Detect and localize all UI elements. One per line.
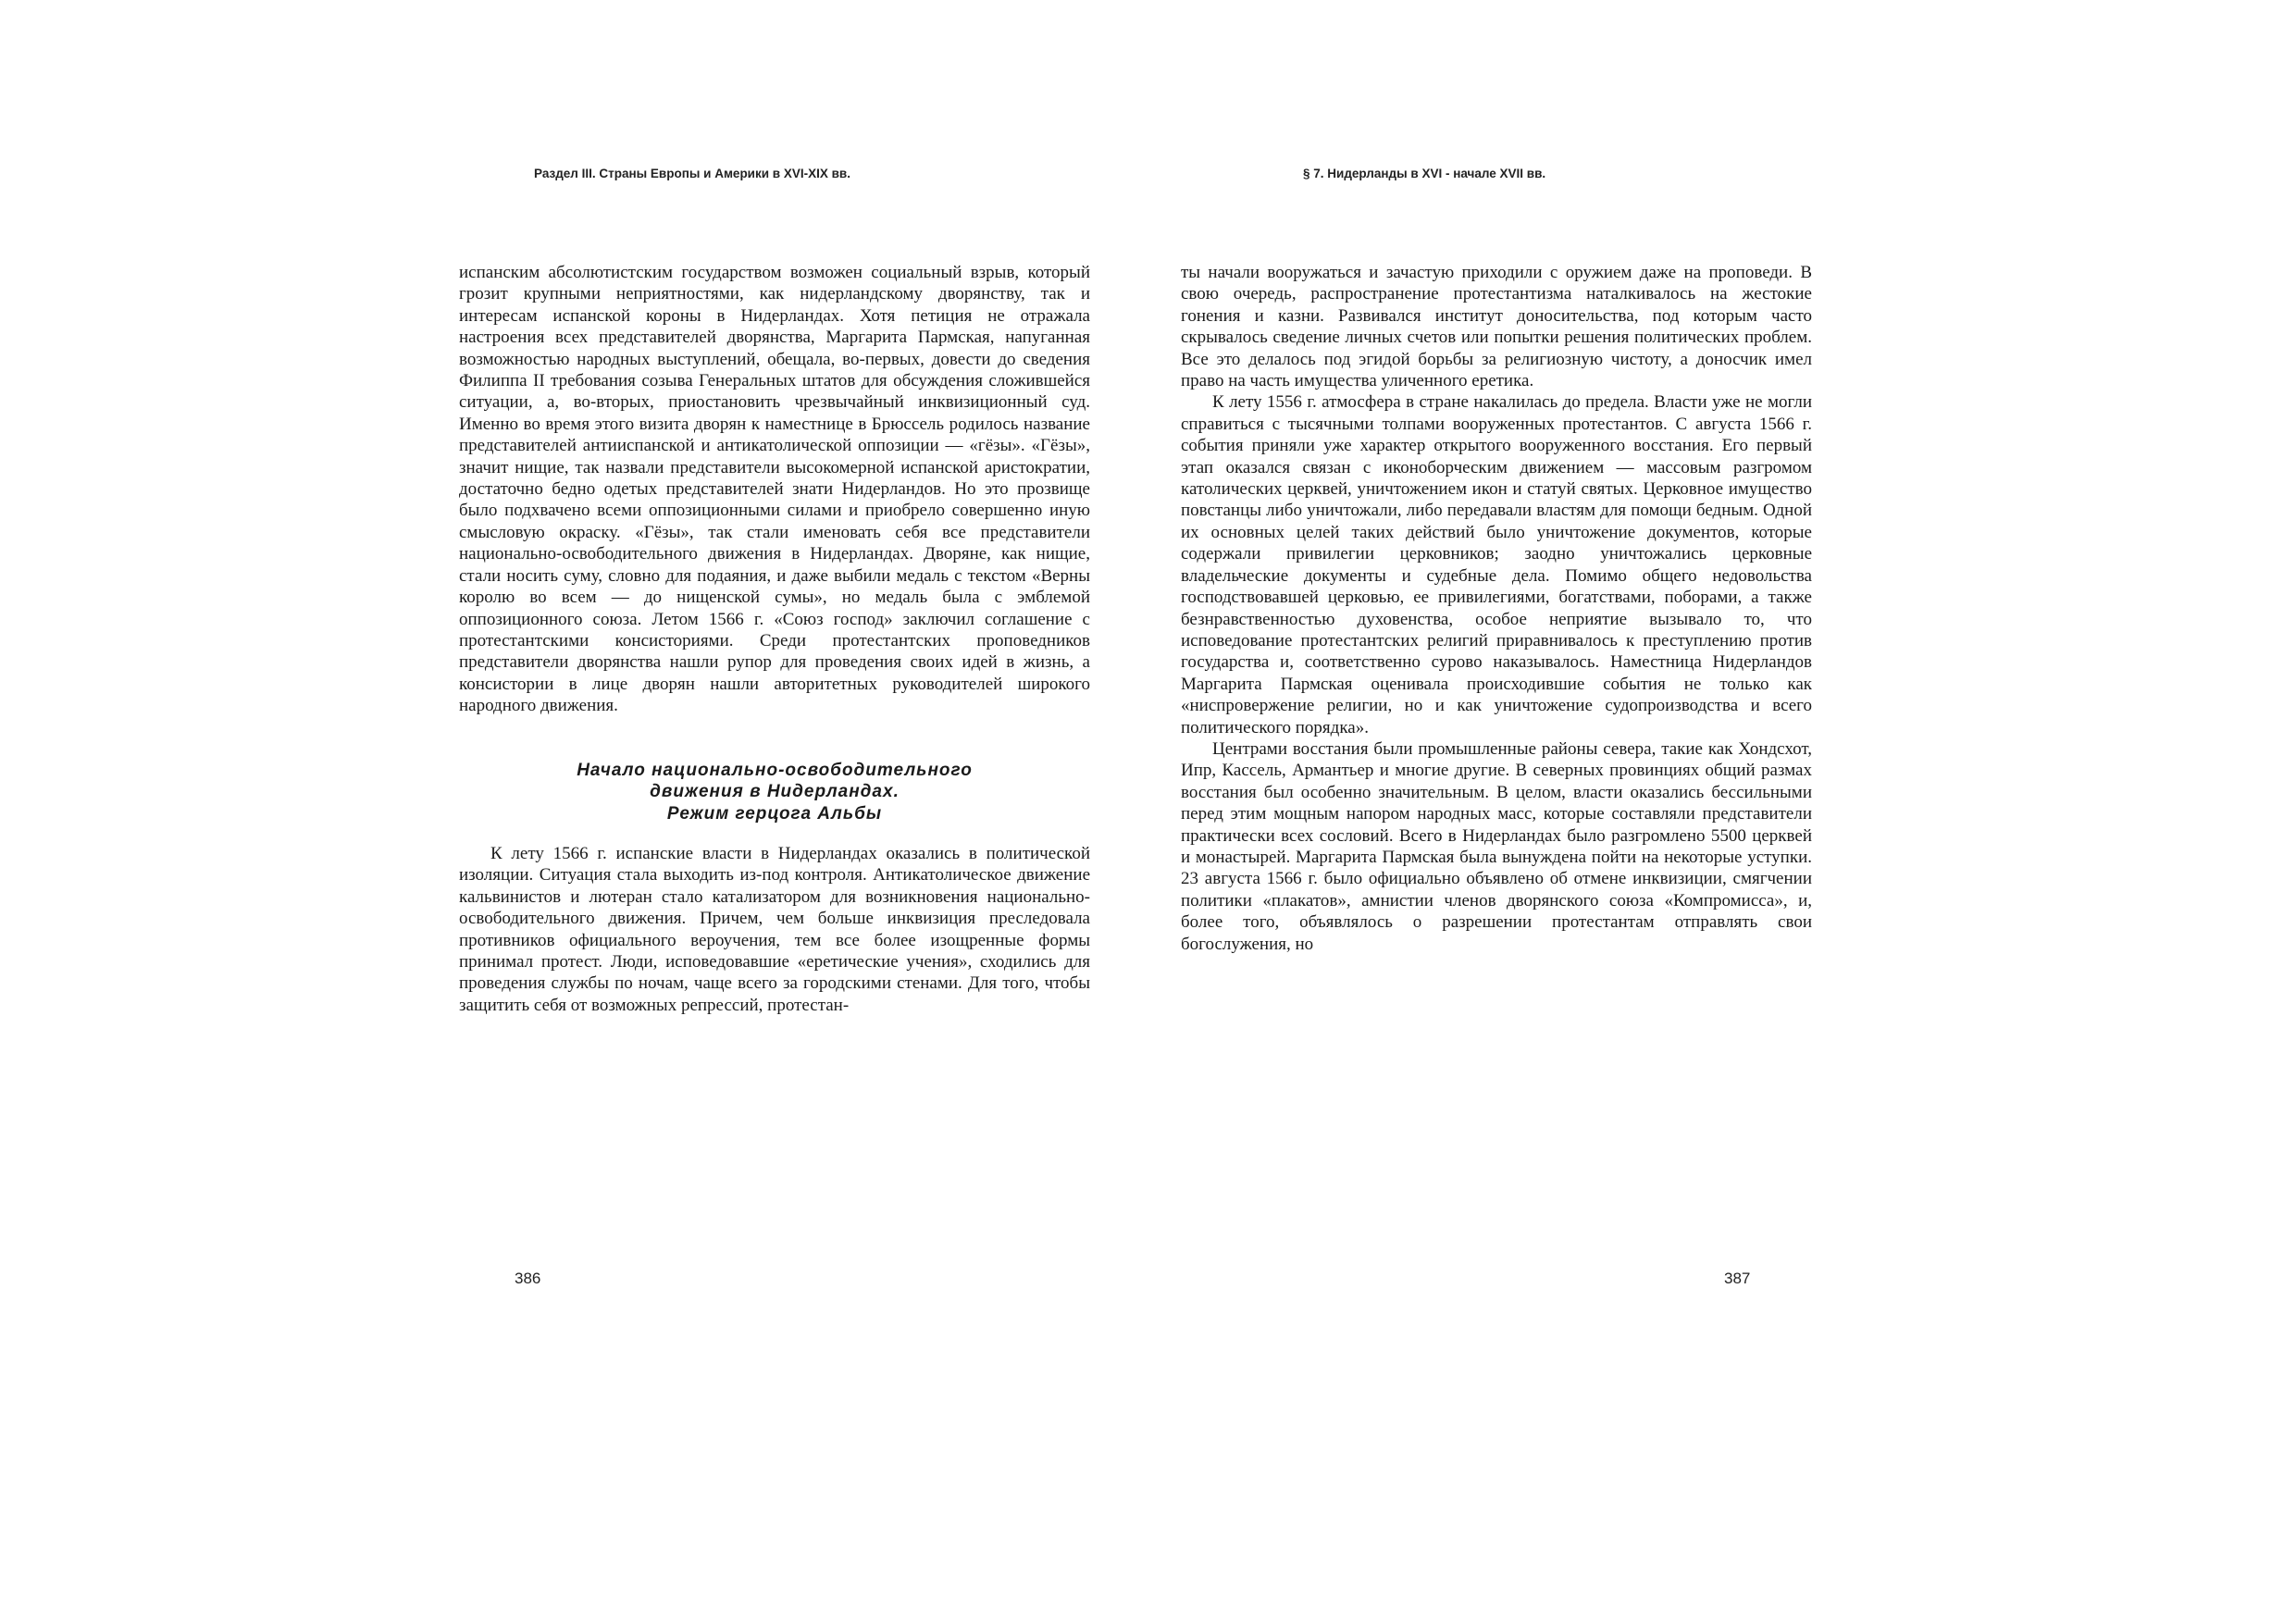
right-paragraph-1: ты начали вооружаться и зачастую приходили с оружием даже на проповеди. В свою очередь, распространение протестантизма наталкивалось на жестокие гонения и казни. Развивался институт доносительства, под которым часто скрывалось сведение личных счетов или попытки решения политических проблем. Все это делалось под эгидой борьбы за религиозную чистоту, а доносчик имел право на часть имущества уличенного еретика. xyxy=(1181,263,1812,391)
right-page xyxy=(1148,0,2296,1623)
left-page-number: 386 xyxy=(515,1270,541,1287)
left-running-head: Раздел III. Страны Европы и Америки в XVI-XIX вв. xyxy=(534,167,850,180)
section-heading-line-1: Начало национально-освободительного xyxy=(577,760,973,780)
section-heading-line-3: Режим герцога Альбы xyxy=(666,803,883,824)
section-heading-line-2: движения в Нидерландах. xyxy=(650,782,900,802)
left-paragraph-1: испанским абсолютистским государством возможен социальный взрыв, который грозит крупными неприятностями, как нидерландскому дворянству, так и интересам испанской короны в Нидерландах. Хотя петиция не отражала настроения всех представителей дворянства, Маргарита Пармская, напуганная возможностью народных выступлений, обещала, во-первых, довести до сведения Филиппа II требования созыва Генеральных штатов для обсуждения сложившейся ситуации, а, во-вторых, приостановить чрезвычайный инквизиционный суд. Именно во время этого визита дворян к наместнице в Брюссель родилось название представителей антииспанской и антикатолической оппозиции — «гёзы». «Гёзы», значит нищие, так назвали представители высокомерной испанской аристократии, достаточно бедно одетых представителей знати Нидерландов. Но это прозвище было подхвачено всеми оппозиционными силами и приобрело совершенно иную смысловую окраску. «Гёзы», так стали именовать себя все представители национально-освободительного движения в Нидерландах. Дворяне, как нищие, стали носить суму, словно для подаяния, и даже выбили медаль с текстом «Верны королю во всем — до нищенской сумы», но медаль была с эмблемой оппозиционного союза. Летом 1566 г. «Союз господ» заключил соглашение с протестантскими консисториями. Среди протестантских проповедников представители дворянства нашли рупор для проведения своих идей в жизнь, а консистории в лице дворян нашли авторитетных руководителей широкого народного движения. xyxy=(459,263,1090,716)
right-running-head: § 7. Нидерланды в XVI - начале XVII вв. xyxy=(1303,167,1546,180)
section-heading xyxy=(459,760,1090,825)
right-text-column xyxy=(1181,262,1812,955)
right-page-number: 387 xyxy=(1724,1270,1751,1287)
left-paragraph-2: К лету 1566 г. испанские власти в Нидерландах оказались в политической изоляции. Ситуация стала выходить из-под контроля. Антикатолическое движение кальвинистов и лютеран стало катализатором для возникновения национально-освободительного движения. Причем, чем больше инквизиция преследовала противников официального вероучения, тем все более изощренные формы принимал протест. Люди, исповедовавшие «еретические учения», сходились для проведения службы по ночам, чаще всего за городскими стенами. Для того, чтобы защитить себя от возможных репрессий, протестан- xyxy=(459,844,1090,1015)
left-text-column xyxy=(459,262,1090,1016)
right-paragraph-3: Центрами восстания были промышленные районы севера, такие как Хондсхот, Ипр, Кассель, Армантьер и многие другие. В северных провинциях общий размах восстания был особенно значительным. В целом, власти оказались бессильными перед этим мощным напором народных масс, которые составляли представители практически всех сословий. Всего в Нидерландах было разгромлено 5500 церквей и монастырей. Маргарита Пармская была вынуждена пойти на некоторые уступки. 23 августа 1566 г. было официально объявлено об отмене инквизиции, смягчении политики «плакатов», амнистии членов дворянского союза «Компромисса», и, более того, объявлялось о разрешении протестантам отправлять свои богослужения, но xyxy=(1181,738,1812,954)
right-paragraph-2: К лету 1556 г. атмосфера в стране накалилась до предела. Власти уже не могли справиться с тысячными толпами вооруженных протестантов. С августа 1566 г. события приняли уже характер открытого вооруженного восстания. Его первый этап оказался связан с иконоборческим движением — массовым разгромом католических церквей, уничтожением икон и статуй святых. Церковное имущество повстанцы либо уничтожали, либо передавали властям для помощи бедным. Одной их основных целей таких действий было уничтожение документов, которые содержали привилегии церковников; заодно уничтожались церковные владельческие документы и судебные дела. Помимо общего недовольства господствовавшей церковью, ее привилегиями, богатствами, поборами, а также безнравственностью духовенства, особое неприятие вызывало то, что исповедование протестантских религий приравнивалось к преступлению против государства и, соответственно сурово наказывалось. Наместница Нидерландов Маргарита Пармская оценивала происходившие события не только как «ниспровержение религии, но и как уничтожение судопроизводства и всего политического порядка». xyxy=(1181,392,1812,737)
